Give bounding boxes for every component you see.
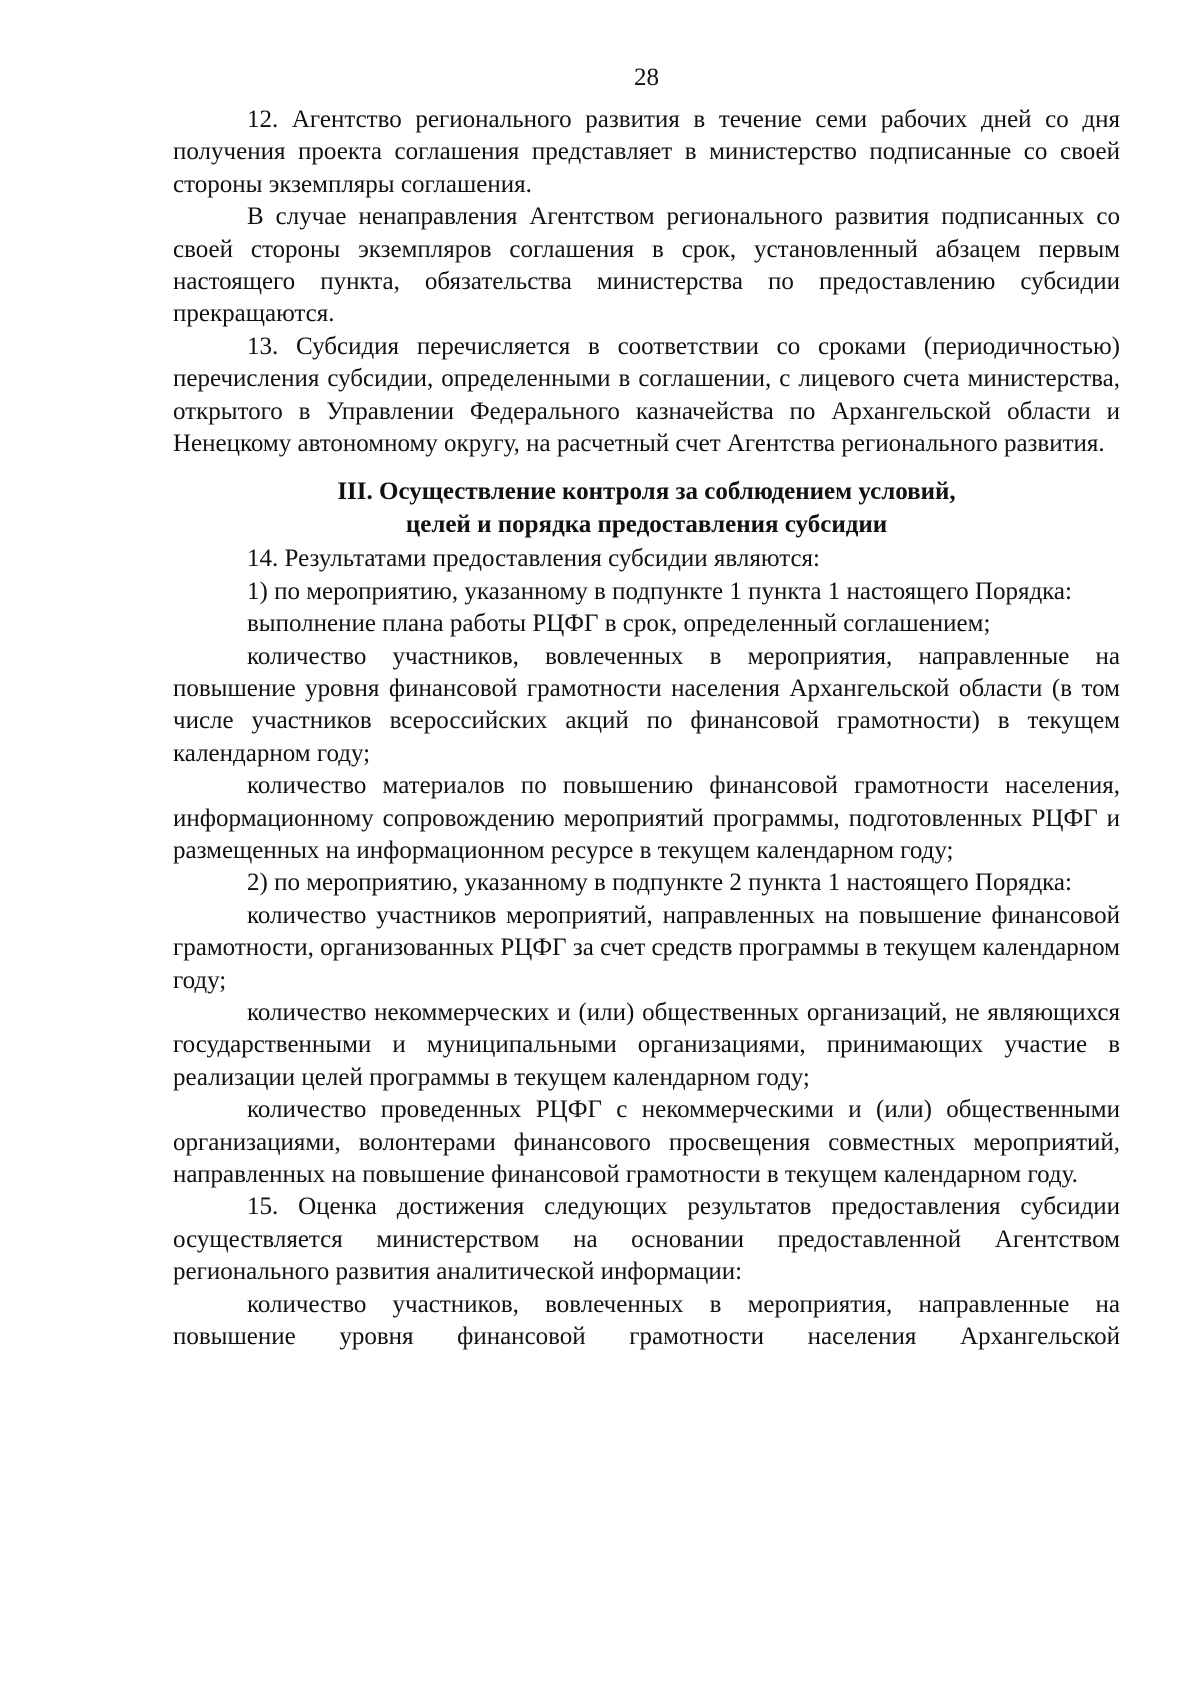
paragraph-15-result-1: количество участников, вовлеченных в мероприятия, направленные на повышение уровня финансовой грамотности населения Архангельской	[173, 1290, 1120, 1351]
paragraph-14-item-1: 1) по мероприятию, указанному в подпункте 1 пункта 1 настоящего Порядка:	[247, 577, 1072, 605]
page-number: 28	[634, 64, 659, 91]
paragraph-14-item-2-result-3: количество проведенных РЦФГ с некоммерческими и (или) общественными организациями, волонтерами финансового просвещения совместных мероприятий, направленных на повышение финансовой грамотности в текущем календарном году.	[173, 1096, 1120, 1188]
paragraph-14-item-1-result-2: количество участников, вовлеченных в мероприятия, направленные на повышение уровня финансовой грамотности населения Архангельской области (в том числе участников всероссийских акций по финансовой грамотности) в текущем календарном году;	[173, 642, 1120, 767]
paragraph-12-abs2: В случае ненаправления Агентством регионального развития подписанных со своей стороны экземпляров соглашения в срок, установленный абзацем первым настоящего пункта, обязательства министерства по предоставлению субсидии прекращаются.	[173, 203, 1120, 328]
paragraph-15: 15. Оценка достижения следующих результатов предоставления субсидии осуществляется министерством на основании предоставленной Агентством регионального развития аналитической информации:	[173, 1193, 1120, 1286]
paragraph-14-item-1-result-3: количество материалов по повышению финансовой грамотности населения, информационному сопровождению мероприятий программы, подготовленных РЦФГ и размещенных на информационном ресурсе в текущем календарном году;	[173, 772, 1120, 864]
section-title	[173, 476, 1120, 541]
paragraph-14-item-2-result-2: количество некоммерческих и (или) общественных организаций, не являющихся государственными и муниципальными организациями, принимающих участие в реализации целей программы в текущем календарном году;	[173, 998, 1120, 1091]
paragraph-13: 13. Субсидия перечисляется в соответствии со сроками (периодичностью) перечисления субсидии, определенными в соглашении, с лицевого счета министерства, открытого в Управлении Федерального казначейства по Архангельской области и Ненецкому автономному округу, на расчетный счет Агентства регионального развития.	[173, 332, 1120, 458]
paragraph-12: 12. Агентство регионального развития в течение семи рабочих дней со дня получения проекта соглашения представляет в министерство подписанные со своей стороны экземпляры соглашения.	[173, 106, 1120, 198]
paragraph-14-item-1-result-1: выполнение плана работы РЦФГ в срок, определенный соглашением;	[247, 610, 991, 638]
paragraph-14-item-2: 2) по мероприятию, указанному в подпункте 2 пункта 1 настоящего Порядка:	[247, 869, 1072, 897]
section-title-line-1: III. Осуществление контроля за соблюдением условий,	[337, 478, 956, 506]
section-title-line-2: целей и порядка предоставления субсидии	[405, 510, 888, 538]
paragraph-14: 14. Результатами предоставления субсидии являются:	[247, 545, 820, 573]
paragraph-14-item-2-result-1: количество участников мероприятий, направленных на повышение финансовой грамотности, организованных РЦФГ за счет средств программы в текущем календарном году;	[173, 901, 1120, 994]
